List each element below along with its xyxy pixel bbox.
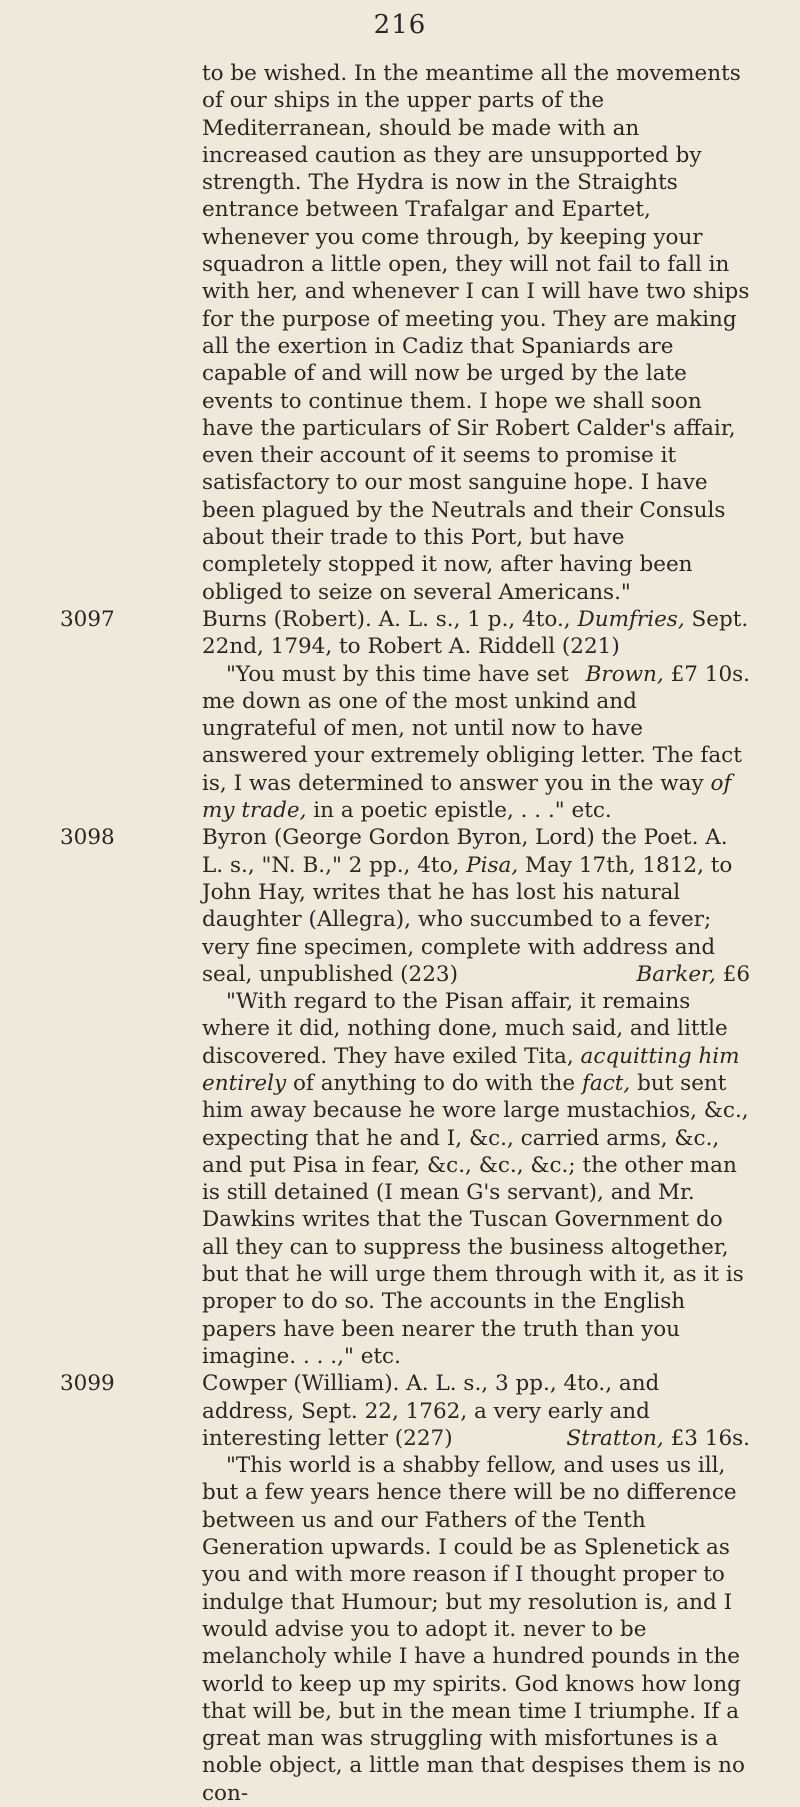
entry-price: £6 <box>722 961 750 987</box>
entry-quote: "This world is a shabby fellow, and uses us ill, but a few years hence there will be no difference between us and our Fathers of the Tenth Generation upwards. I could be as Splenetick as you and with more reason if I thought proper to indulge that Humour; but my resolution is, and I would advise you to adopt it. never to be melancholy while I have a hundred pounds in the world to keep up my spirits. God knows how long that will be, but in the mean time I triumphe. If a great man was struggling with misfortunes is a noble object, a little man that despises them is no con- <box>202 1453 745 1806</box>
entry-place: Dumfries, <box>577 606 685 632</box>
entry-number: 3098 <box>60 825 115 851</box>
entry-number: 3099 <box>60 1371 115 1397</box>
entry-price: £7 10s. <box>670 661 750 687</box>
entry-heading: Cowper (William). A. L. s., 3 pp., 4to., and address, Sept. 22, 1762, a very early and interesting letter (227) <box>202 1371 660 1451</box>
entry-heading: Byron (George Gordon Byron, Lord) the Poet. A. L. s., "N. B.," 2 pp., 4to, <box>202 825 728 878</box>
entry-dealer: Barker, <box>636 961 716 987</box>
entry-price: £3 16s. <box>670 1425 750 1451</box>
entry-quote-end: in a poetic epistle, . . ." etc. <box>313 798 612 824</box>
entry-dealer: Stratton, <box>566 1425 664 1451</box>
entry-quote-middle: of anything to do with the <box>292 1070 576 1096</box>
page-number: 216 <box>373 10 427 40</box>
page-text <box>60 60 750 1807</box>
continuation-paragraph: to be wished. In the meantime all the movements of our ships in the upper parts of the Mediterranean, should be made with an increased caution as they are unsupported by strength. The Hydra is now in the Straights entrance between Trafalgar and Epartet, whenever you come through, by keeping your squadron a little open, they will not fail to fall in with her, and whenever I can I will have two ships for the purpose of meeting you. They are making all the exertion in Cadiz that Spaniards are capable of and will now be urged by the late events to continue them. I hope we shall soon have the particulars of Sir Robert Calder's affair, even their account of it seems to promise it satisfactory to our most sanguine hope. I have been plagued by the Neutrals and their Consuls about their trade to this Port, but have completely stopped it now, after having been obliged to seize on several Americans." <box>202 61 750 605</box>
entry-quote-emphasis-2: fact, <box>581 1070 631 1096</box>
entry-place: Pisa, <box>466 852 519 878</box>
entry-details: May 17th, 1812, to John Hay, writes that he has lost his natural daughter (Allegra), who succumbed to a fever; very fine specimen, complete with address and seal, unpublished (223) <box>202 852 733 987</box>
entry-dealer: Brown, <box>585 661 664 687</box>
entry-quote-emphasis: acquitting him entirely <box>202 1043 740 1096</box>
entry-quote: "You must by this time have set me down as one of the most unkind and ungrateful of men, not until now to have answered your extremely obliging letter. The fact is, I was determined to answer you in the way <box>202 661 742 796</box>
catalogue-entry-3097 <box>60 606 750 824</box>
entry-heading: Burns (Robert). A. L. s., 1 p., 4to., <box>202 606 571 632</box>
entry-number: 3097 <box>60 606 115 632</box>
catalogue-entry-3098 <box>60 824 750 1370</box>
entry-quote-emphasis: of my trade, <box>202 770 732 824</box>
entry-quote: "With regard to the Pisan affair, it remains where it did, nothing done, much said, and little discovered. They have exiled Tita, <box>202 989 728 1069</box>
entry-details: Sept. 22nd, 1794, to Robert A. Riddell (221) <box>202 606 749 660</box>
catalogue-entry-3099 <box>60 1370 750 1807</box>
entry-quote-end: but sent him away because he wore large mustachios, &c., expecting that he and I, &c., carried arms, &c., and put Pisa in fear, &c., &c., &c.; the other man is still detained (I mean G's servant), and Mr. Dawkins writes that the Tuscan Government do all they can to suppress the business altogether, but that he will urge them through with it, as it is proper to do so. The accounts in the English papers have been nearer the truth than you imagine. . . .," etc. <box>202 1070 749 1369</box>
